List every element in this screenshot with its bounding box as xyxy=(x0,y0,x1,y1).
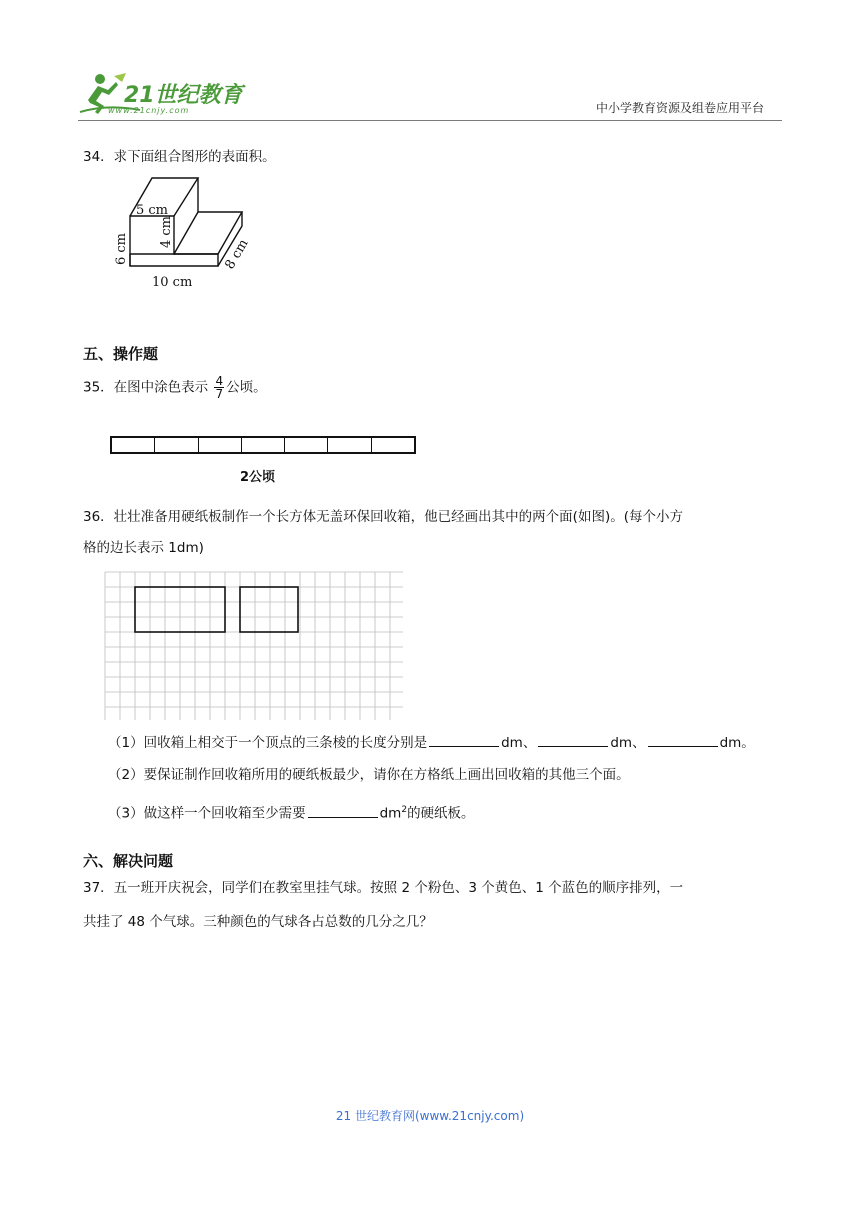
q34-composite-figure xyxy=(110,170,260,295)
logo-title: 21世纪教育 xyxy=(124,83,243,108)
q35-prefix: 35．在图中涂色表示 xyxy=(83,379,209,396)
q35-bar[interactable] xyxy=(110,436,416,454)
q36-grid-paper[interactable] xyxy=(104,571,404,721)
q35-frac-den: 7 xyxy=(215,387,224,401)
answer-blank-area[interactable] xyxy=(308,803,378,818)
q36-sub2: （2）要保证制作回收箱所用的硬纸板最少，请你在方格纸上画出回收箱的其他三个面。 xyxy=(108,767,630,783)
unit-sup: 2 xyxy=(401,805,408,815)
brand-logo xyxy=(78,70,248,120)
bar-cell[interactable] xyxy=(372,438,414,452)
q36-sub1-prefix: （1）回收箱上相交于一个顶点的三条棱的长度分别是 xyxy=(108,735,428,751)
q36-sub1 xyxy=(108,732,755,753)
q35-bar-label: 2公顷 xyxy=(240,470,276,485)
unit-dm-1: dm xyxy=(501,735,523,751)
answer-blank-1[interactable] xyxy=(429,732,499,747)
separator-2: 、 xyxy=(632,735,646,751)
bar-cell[interactable] xyxy=(328,438,371,452)
q36-line1: 36．壮壮准备用硬纸板制作一个长方体无盖环保回收箱，他已经画出其中的两个面(如图)。(每个小方 xyxy=(83,509,683,525)
unit-dm-area: dm xyxy=(379,805,402,822)
q35-fraction xyxy=(214,375,224,400)
q36-sub3 xyxy=(108,800,475,824)
q36-sub3-suffix: 的硬纸板。 xyxy=(407,805,475,822)
sub1-end: 。 xyxy=(741,735,755,751)
q35-suffix: 公顷。 xyxy=(226,379,267,396)
section-6-title: 六、解决问题 xyxy=(83,852,174,870)
bar-cell[interactable] xyxy=(112,438,155,452)
label-4cm: 4 cm xyxy=(159,215,174,248)
header-divider xyxy=(78,120,782,121)
logo-url: www.21cnjy.com xyxy=(108,106,190,115)
q36-line2: 格的边长表示 1dm) xyxy=(83,540,204,556)
face-rectangle-2 xyxy=(240,587,298,632)
separator-1: 、 xyxy=(522,735,537,751)
label-6cm: 6 cm xyxy=(114,232,129,265)
q37-line2: 共挂了 48 个气球。三种颜色的气球各占总数的几分之几？ xyxy=(83,914,433,930)
section-5-title: 五、操作题 xyxy=(83,345,159,363)
unit-dm-2: dm xyxy=(610,735,633,751)
answer-blank-3[interactable] xyxy=(648,732,718,747)
label-5cm: 5 cm xyxy=(136,203,169,218)
bar-cell[interactable] xyxy=(285,438,328,452)
q35-text xyxy=(83,375,267,400)
label-10cm: 10 cm xyxy=(152,275,193,290)
q34-text: 34．求下面组合图形的表面积。 xyxy=(83,149,276,165)
bar-cell[interactable] xyxy=(199,438,242,452)
q35-frac-num: 4 xyxy=(215,374,224,388)
bar-cell[interactable] xyxy=(242,438,285,452)
answer-blank-2[interactable] xyxy=(538,732,608,747)
label-8cm: 8 cm xyxy=(222,236,252,272)
footer-text: 21 世纪教育网(www.21cnjy.com) xyxy=(335,1109,525,1123)
bar-cell[interactable] xyxy=(155,438,198,452)
unit-dm-3: dm xyxy=(719,735,742,751)
q36-sub3-prefix: （3）做这样一个回收箱至少需要 xyxy=(108,805,306,822)
header-platform-text: 中小学教育资源及组卷应用平台 xyxy=(596,101,765,115)
q37-line1: 37．五一班开庆祝会，同学们在教室里挂气球。按照 2 个粉色、3 个黄色、1 个蓝色的顺序排列，一 xyxy=(83,880,684,896)
